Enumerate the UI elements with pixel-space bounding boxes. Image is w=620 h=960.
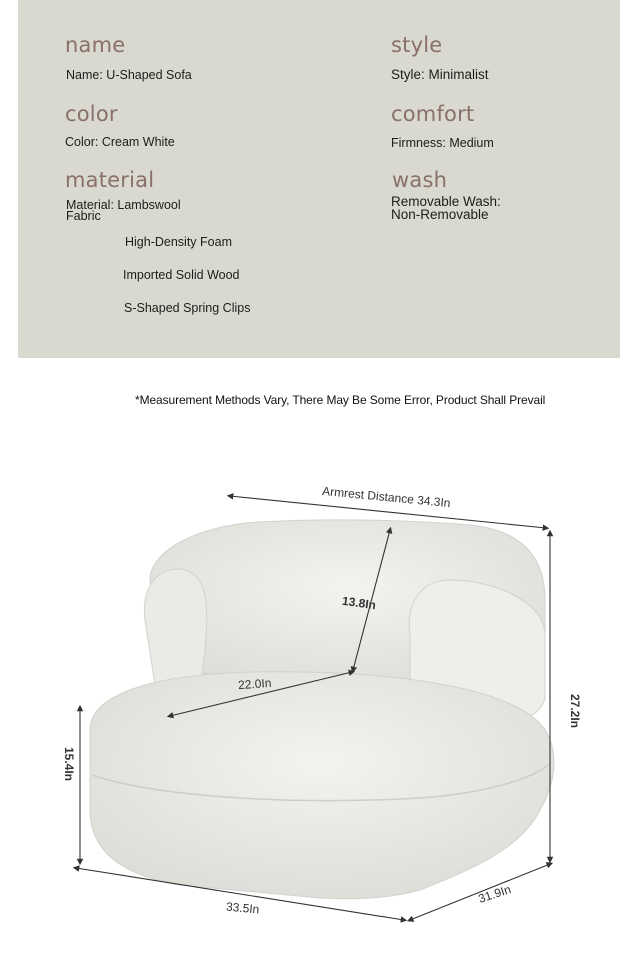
seat-height-label: 15.4In [62, 746, 77, 782]
style-heading: style [391, 33, 443, 57]
material-extra-2: Imported Solid Wood [123, 268, 240, 282]
material-value-line2: Fabric [66, 209, 101, 223]
armrest-distance-label: Armrest Distance 34.3In [321, 483, 452, 511]
depth-label: 31.9In [476, 882, 513, 906]
wash-value-line1: Removable Wash: [391, 194, 501, 209]
material-value-line1: Material: Lambswool [66, 198, 181, 212]
name-heading: name [65, 33, 126, 57]
backrest-height-label: 13.8In [341, 593, 377, 613]
comfort-heading: comfort [391, 102, 475, 126]
color-heading: color [65, 102, 118, 126]
material-heading: material [65, 168, 155, 192]
wash-heading: wash [392, 168, 448, 192]
style-value: Style: Minimalist [391, 67, 489, 82]
seat-depth-label: 22.0In [237, 675, 272, 693]
material-extra-1: High-Density Foam [125, 235, 232, 249]
sofa-illustration [90, 520, 554, 899]
wash-value-line2: Non-Removable [391, 207, 489, 222]
total-height-label: 27.2In [568, 693, 583, 729]
width-label: 33.5In [225, 899, 260, 917]
comfort-value: Firmness: Medium [391, 136, 494, 150]
material-extra-3: S-Shaped Spring Clips [124, 301, 251, 315]
name-value: Name: U-Shaped Sofa [66, 68, 192, 82]
measurement-note: *Measurement Methods Vary, There May Be Some Error, Product Shall Prevail [135, 393, 546, 407]
color-value: Color: Cream White [65, 135, 175, 149]
sofa-dimension-drawing [0, 430, 620, 960]
